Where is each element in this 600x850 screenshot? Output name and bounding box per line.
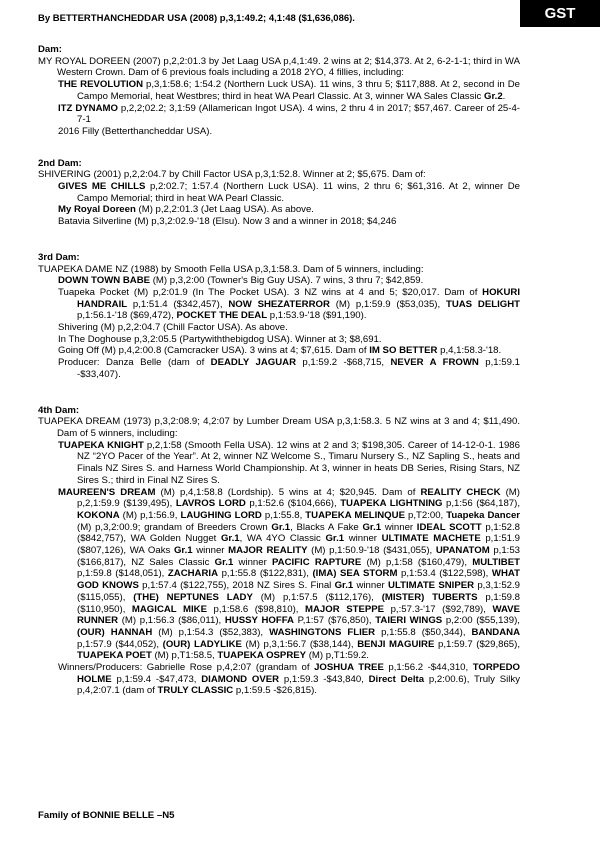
text-run: P,1:57 ($76,850), [293, 615, 376, 627]
section-title: Dam: [38, 44, 62, 55]
text-run: p,1:55.8, [261, 509, 306, 521]
text-run: p,1:53.4 ($122,598), [397, 568, 492, 580]
horse-name: MAJOR STEPPE [305, 603, 385, 615]
horse-name: JOSHUA TREE [314, 662, 384, 674]
text-run: p,1:59.7 ($29,865), [434, 638, 521, 650]
horse-name: ULTIMATE MACHETE [381, 533, 481, 545]
horse-name: KOKONA [77, 509, 120, 521]
offspring-entry [38, 287, 520, 322]
text-run: p,1:59.4 -$47,473, [111, 673, 202, 685]
section-title: 2nd Dam: [38, 157, 82, 169]
horse-name: REALITY CHECK [420, 486, 501, 498]
horse-name: My Royal Doreen [58, 204, 136, 216]
horse-name: TUAPEKA KNIGHT [58, 439, 144, 451]
horse-name: Gr.1 [362, 521, 382, 533]
text-run: Producer: Danza Belle (dam of [58, 357, 211, 369]
horse-name: WHAT GOD KNOWS [77, 568, 520, 592]
horse-name: ULTIMATE SNIPER [388, 580, 475, 592]
text-run: SHIVERING (2001) p,2,2:04.7 by Chill Factor USA p,3,1:52.8. Winner at 2; $5,675. Dam of: [38, 169, 426, 181]
pedigree-content [38, 44, 520, 721]
horse-name: BENJI MAGUIRE [357, 638, 435, 650]
text-run: p,4,1:58.3-'18. [437, 345, 502, 357]
text-run: winner [192, 545, 229, 557]
text-run: Shivering (M) p,2,2:04.7 (Chill Factor USA). As above. [58, 322, 288, 334]
offspring-entry [38, 126, 520, 138]
horse-name: IM SO BETTER [369, 345, 438, 357]
text-run: p,1:59.8 ($110,950), [77, 591, 521, 615]
offspring-entry [38, 334, 520, 346]
text-run: (M) p,1:56.9, [119, 509, 181, 521]
horse-name: MAUREEN'S DREAM [58, 486, 156, 498]
pedigree-section [38, 158, 520, 228]
horse-name: UPANATOM [435, 545, 490, 557]
text-run: Winners/Producers: Gabrielle Rose p,4,2:07 (grandam of [58, 662, 315, 674]
pedigree-section [38, 405, 520, 698]
horse-name: WAVE RUNNER [77, 603, 520, 627]
text-run: p,1:56.1-'18 ($69,472), [77, 310, 177, 322]
text-run: p,1:56 ($64,187), [442, 498, 521, 510]
text-run: (M) p,3,1:56.7 ($38,144), [241, 638, 358, 650]
horse-name: BANDANA [471, 626, 520, 638]
section-title: 4th Dam: [38, 404, 80, 416]
text-run: winner [233, 556, 272, 568]
text-run: Tuapeka Pocket (M) p,2:01.9 (In The Pocket USA). 3 NZ wins at 4 and 5; $20,017. Dam of [58, 286, 483, 298]
text-run: TUAPEKA DAME NZ (1988) by Smooth Fella USA p,3,1:58.3. Dam of 5 winners, including: [38, 263, 424, 275]
text-run: p,1:56.2 -$44,310, [383, 662, 473, 674]
text-run: p,1:57.4 ($122,755), 2018 NZ Sires S. Final [138, 580, 335, 592]
horse-name: LAVROS LORD [175, 498, 246, 510]
horse-name: POCKET THE DEAL [176, 310, 268, 322]
horse-name: Gr.1 [220, 533, 240, 545]
text-run: (M) p,2,2:01.3 (Jet Laag USA). As above. [135, 204, 314, 216]
text-run: 2016 Filly (Betterthancheddar USA). [58, 125, 213, 137]
text-run: (M) p,T1:59.2. [306, 650, 369, 662]
text-run: TUAPEKA DREAM (1973) p,3,2:08.9; 4,2:07 by Lumber Dream USA p,3,1:58.3. 5 NZ wins at 3 and 4; $11,490. Dam of 5 winners, including: [38, 416, 520, 439]
horse-name: TORPEDO HOLME [77, 662, 520, 685]
text-run: p,2:02.7; 1:57.4 (Northern Luck USA). 11 wins, 2 thru 6; $61,316. At 2, winner De Campo Memorial; third in heat WA Pearl Classic. [77, 181, 520, 204]
text-run: (M) p,1:54.3 ($52,383), [152, 626, 270, 638]
text-run: p,1:52.8 ($842,757), WA Golden Nugget [77, 521, 520, 545]
text-run: p,2:00.6), Truly Silky p,4,2:07.1 (dam of [77, 673, 521, 697]
horse-name: DOWN TOWN BABE [58, 275, 151, 287]
text-run: winner [353, 580, 389, 592]
text-run: p,1:51.4 ($342,457), [127, 298, 229, 310]
pedigree-section [38, 252, 520, 381]
text-run: p,1:59.2 -$68,715, [296, 357, 391, 369]
text-run: (M) p,1:56.3 ($86,011), [118, 615, 225, 627]
offspring-entry [38, 487, 520, 663]
horse-name: WASHINGTONS FLIER [269, 626, 376, 638]
text-run: (M) p,3,2:00 (Towner's Big Guy USA). 7 wins, 3 thru 7; $42,859. [150, 275, 424, 287]
offspring-entry [38, 79, 520, 102]
text-run: p,1:59.5 -$26,815). [233, 685, 317, 697]
text-run: p,3,1:52.9 ($115,055), [77, 580, 520, 603]
horse-name: DEADLY JAGUAR [210, 357, 296, 369]
horse-name: NEVER A FROWN [390, 357, 479, 369]
horse-name: TUAS DELIGHT [445, 298, 520, 310]
horse-name: MAJOR REALITY [228, 545, 308, 557]
horse-name: Gr.1 [214, 556, 234, 568]
text-run: winner [381, 521, 417, 533]
horse-name: Gr.1 [173, 545, 193, 557]
text-run: p,T2:00, [404, 509, 447, 521]
text-run: winner [344, 533, 382, 545]
text-run: (M) p,2,1:59.9 ($139,495), [77, 486, 520, 510]
text-run: , Blacks A Fake [290, 521, 363, 533]
horse-name: HUSSY HOFFA [224, 615, 294, 627]
text-run: p,1:52.6 ($104,666), [245, 498, 341, 510]
text-run: p,2,2;02.2; 3,1:59 (Allamerican Ingot USA). 4 wins, 2 thru 4 in 2017; $57,467. Career of 25-4-7-1 [77, 102, 520, 126]
horse-name: ITZ DYNAMO [58, 102, 118, 114]
horse-name: (OUR) LADYLIKE [162, 638, 242, 650]
text-run: (M) p,3,2:00.9; grandam of Breeders Crown [77, 521, 272, 533]
horse-name: ZACHARIA [167, 568, 219, 580]
horse-name: (MISTER) TUBERTS [381, 591, 478, 603]
text-run: (M) p,1:59.9 ($53,035), [329, 298, 446, 310]
horse-name: (THE) NEPTUNES LADY [133, 591, 253, 603]
horse-name: DIAMOND OVER [201, 673, 280, 685]
horse-name: TUAPEKA OSPREY [217, 650, 307, 662]
offspring-entry [38, 181, 520, 204]
text-run: p,1:59.1 -$33,407). [77, 357, 520, 380]
text-run: p,1:59.8 ($148,051), [77, 568, 168, 580]
horse-name: NOW SHEZATERROR [228, 298, 330, 310]
text-run: p,2:00 ($55,139), [442, 615, 520, 627]
text-run: (M) p,1:58 ($160,479), [361, 556, 473, 568]
text-run: (M) p,T1:58.5, [151, 650, 218, 662]
horse-name: Gr.1 [325, 533, 345, 545]
gst-badge: GST [520, 0, 600, 27]
horse-name: Gr.1 [271, 521, 291, 533]
offspring-entry [38, 103, 520, 126]
text-run: p,1:53 ($166,817), NZ Sales Classic [77, 545, 520, 568]
text-run: In The Doghouse p,3,2:05.5 (Partywiththebigdog USA). Winner at 3; $8,691. [58, 333, 382, 345]
offspring-entry [38, 216, 520, 228]
pedigree-section [38, 44, 520, 138]
horse-name: TRULY CLASSIC [157, 685, 234, 697]
text-run: p,:57.3-'17 ($92,789), [384, 603, 493, 615]
offspring-entry [38, 357, 520, 380]
text-run: p,1:55.8 ($122,831), [218, 568, 313, 580]
text-run: p,1:51.9 ($807,126), WA Oaks [77, 533, 521, 557]
offspring-entry [38, 322, 520, 334]
horse-name: HOKURI HANDRAIL [77, 286, 520, 310]
family-footer: Family of BONNIE BELLE –N5 [38, 810, 175, 821]
text-run: p,1:55.8 ($50,344), [375, 626, 472, 638]
horse-name: Direct Delta [368, 673, 425, 685]
text-run: , WA 4YO Classic [239, 533, 326, 545]
dam-paragraph [38, 56, 520, 79]
text-run: p,2,1:58 (Smooth Fella USA). 12 wins at 2 and 3; $198,305. Career of 14-12-0-1. 1986 NZ “2YO Pacer of the Year”. At 2, winner NZ Welcome S., Timaru Nursery S., NZ Sapling S., heats and Finals NZ Sires S. and Harness World Championship. At 3, winner in heats DB Series, Rising Stars, NZ Sires S.; third in Final NZ Sires S. [77, 439, 520, 486]
offspring-entry [38, 345, 520, 357]
offspring-entry [38, 275, 520, 287]
horse-name: PACIFIC RAPTURE [271, 556, 362, 568]
text-run: p,3,1:58.6; 1:54.2 (Northern Luck USA). 11 wins, 3 thru 5; $117,888. At 2, second in De Campo Memorial, heat Westbres; third in heat WA Pearl Classic. At 3, winner WA Sales Classic [77, 79, 520, 102]
text-run: MY ROYAL DOREEN (2007) p,2,2:01.3 by Jet Laag USA p,4,1:49. 2 wins at 2; $14,373. At 2, 6-2-1-1; third in WA Western Crown. Dam of 6 previous foals including a 2018 2YO, 4 fillies, including: [38, 55, 520, 79]
dam-paragraph [38, 264, 520, 276]
text-run: Batavia Silverline (M) p,3,2:02.9-'18 (Elsu). Now 3 and a winner in 2018; $4,246 [58, 216, 397, 228]
text-run: p,1:57.9 ($44,052), [77, 638, 163, 650]
dam-paragraph [38, 169, 520, 181]
horse-name: (OUR) HANNAH [77, 626, 153, 638]
horse-name: MAGICAL MIKE [131, 603, 207, 615]
offspring-entry [38, 440, 520, 487]
horse-name: MULTIBET [472, 556, 520, 568]
horse-name: IDEAL SCOTT [416, 521, 482, 533]
horse-name: Gr.2 [484, 90, 503, 102]
text-run: . [502, 90, 506, 102]
horse-name: Gr.1 [334, 580, 354, 592]
text-run: p,1:53.9-'18 ($91,190). [267, 310, 367, 322]
horse-name: TUAPEKA LIGHTNING [340, 498, 443, 510]
text-run: Going Off (M) p,4,2:00.8 (Camcracker USA). 3 wins at 4; $7,615. Dam of [58, 345, 370, 357]
horse-name: TUAPEKA POET [77, 650, 152, 662]
section-title: 3rd Dam: [38, 251, 80, 263]
dam-paragraph [38, 416, 520, 439]
text-run: (M) p,1:57.5 ($112,176), [252, 591, 382, 603]
horse-name: LAUGHING LORD [180, 509, 262, 521]
text-run: p,1:58.6 ($98,810), [207, 603, 306, 615]
text-run: p,1:59.3 -$43,840, [279, 673, 369, 685]
sire-line: By BETTERTHANCHEDDAR USA (2008) p,3,1:49.2; 4,1:48 ($1,636,086). [38, 13, 355, 24]
horse-name: (IMA) SEA STORM [312, 568, 398, 580]
horse-name: Tuapeka Dancer [446, 509, 521, 521]
offspring-entry [38, 204, 520, 216]
horse-name: TUAPEKA MELINQUE [305, 509, 405, 521]
horse-name: GIVES ME CHILLS [58, 181, 146, 193]
horse-name: THE REVOLUTION [58, 79, 144, 91]
text-run: (M) p,1:50.9-'18 ($431,055), [307, 545, 436, 557]
offspring-entry [38, 662, 520, 697]
text-run: (M) p,4,1:58.8 (Lordship). 5 wins at 4; $20,945. Dam of [155, 486, 421, 498]
horse-name: TAIERI WINGS [375, 615, 443, 627]
